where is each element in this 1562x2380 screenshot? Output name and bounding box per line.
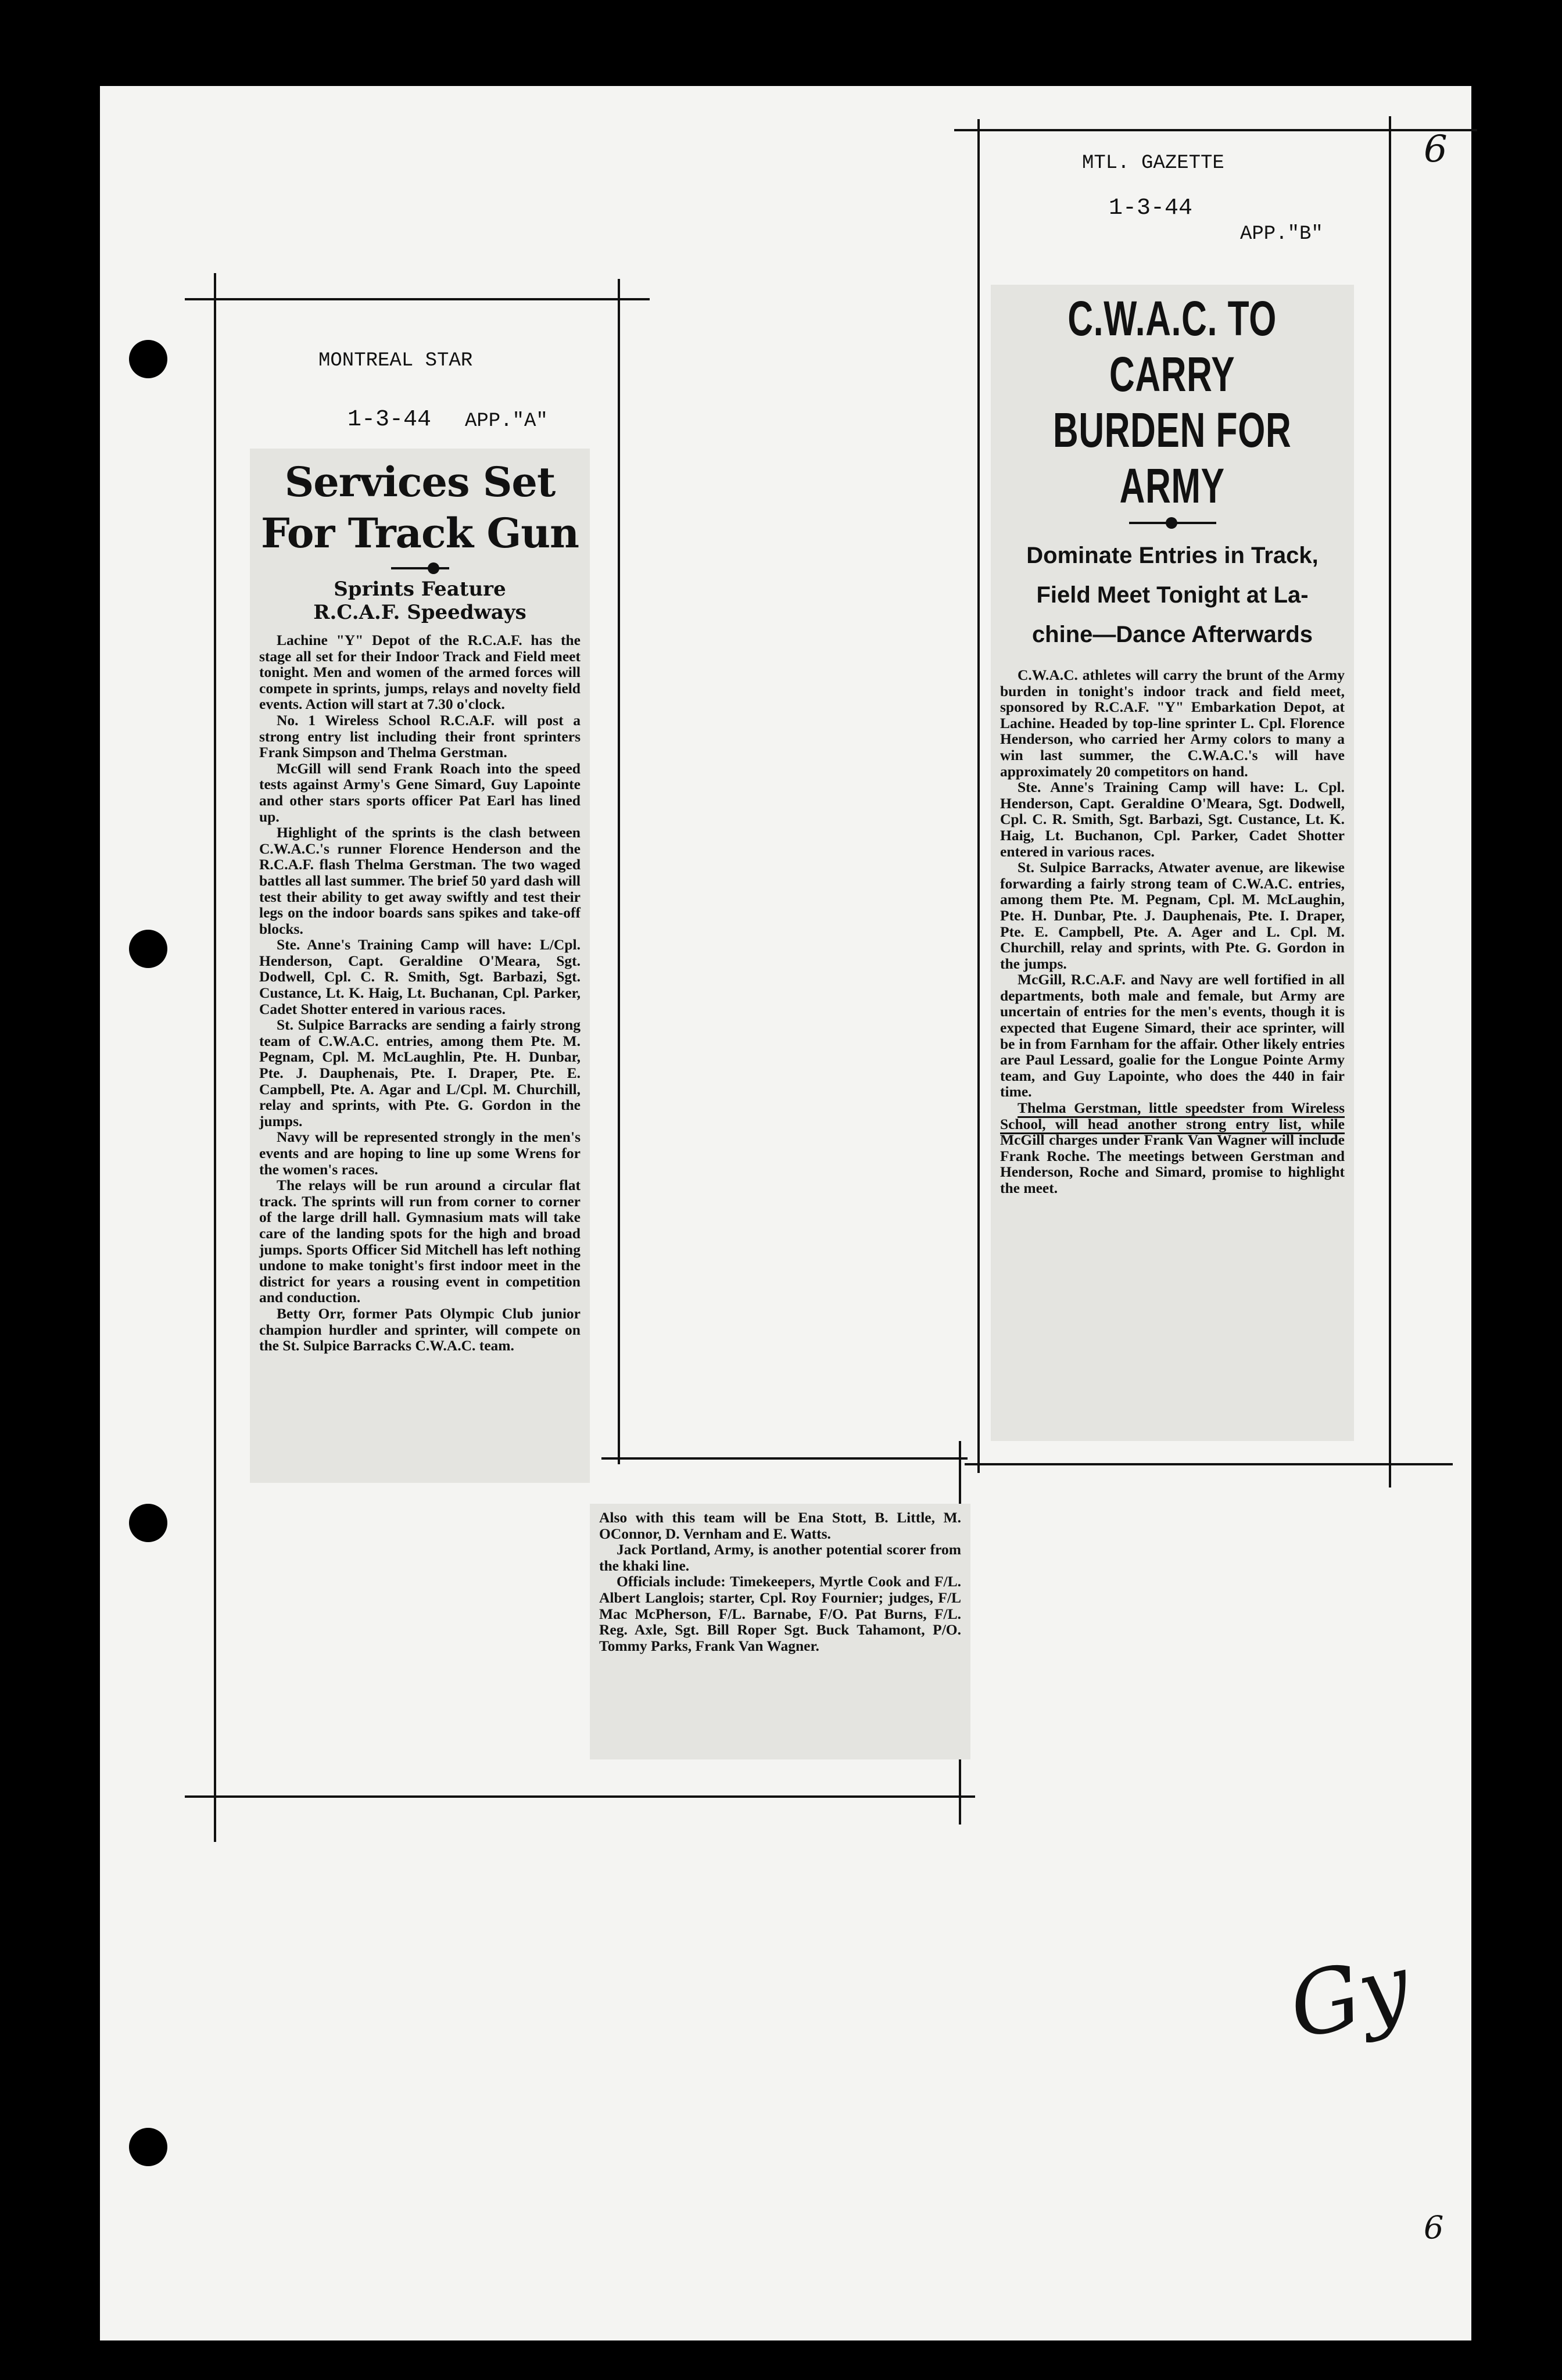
clipping-b-subhead-line2: Field Meet Tonight at La-	[1036, 582, 1309, 608]
frame-rule-right-bottom	[965, 1463, 1453, 1465]
clipping-b-underlined-text: Thelma Gerstman, little speedster from Wireless School, will head another strong entry list, while	[1000, 1099, 1345, 1134]
clipping-b-paragraph: C.W.A.C. athletes will carry the brunt of the Army burden in tonight's indoor track and field meet, sponsored by R.C.A.F. "Y" Embarkation Depot, at Lachine. Headed by top-line sprinter L. Cpl. Florence Henderson, who carried her Army colors to many a win last summer, the C.W.A.C.'s will have approximately 20 competitors on hand.	[1000, 666, 1345, 780]
binder-hole-middle	[129, 930, 167, 968]
clipping-a-continuation-paragraph: Also with this team will be Ena Stott, B. Little, M. OConnor, D. Vernham and E. Watts.	[599, 1509, 961, 1542]
clipping-a-paragraph: Navy will be represented strongly in the men's events and are hoping to line up some Wrens for the women's races.	[259, 1128, 581, 1178]
header-right-date: 1-3-44	[1109, 195, 1193, 221]
frame-rule-mid-vertical	[618, 279, 620, 1464]
clipping-montreal-star-continuation	[590, 1504, 970, 1759]
frame-rule-right-left-vertical	[977, 119, 980, 1473]
clipping-b-final-paragraph	[1000, 1100, 1345, 1196]
clipping-b-divider	[1129, 522, 1216, 524]
clipping-a-subhead-line1: Sprints Feature	[334, 578, 506, 601]
clipping-a-paragraph: The relays will be run around a circular flat track. The sprints will run from corner to corner of the large drill hall. Gymnasium mats will take care of the landing spots for the high and broad jumps. Sports Officer Sid Mitchell has left nothing undone to make tonight's first indoor meet in the district for years a rousing event in competition and conduction.	[259, 1177, 581, 1306]
header-right-paper: MTL. GAZETTE	[1082, 152, 1224, 174]
frame-rule-right-right-vertical	[1389, 116, 1391, 1488]
header-left-appendix: APP."A"	[465, 410, 548, 432]
clipping-a-subhead-line2: R.C.A.F. Speedways	[313, 601, 526, 624]
clipping-a-paragraph: Betty Orr, former Pats Olympic Club junior champion hurdler and sprinter, will compete on the St. Sulpice Barracks C.W.A.C. team.	[259, 1304, 581, 1354]
binder-hole-top	[129, 340, 167, 378]
clipping-a-headline-line1: Services Set	[284, 458, 556, 506]
page-number: 6	[1424, 128, 1448, 171]
header-right-appendix: APP."B"	[1240, 223, 1323, 245]
clipping-a-paragraph: No. 1 Wireless School R.C.A.F. will post a strong entry list including their front sprinters Frank Simpson and Thelma Gerstman.	[259, 711, 581, 761]
clipping-b-final-text: McGill charges under Frank Van Wagner will include Frank Roche. The meetings between Gerstman and Henderson, Roche and Simard, promise to highlight the meet.	[1000, 1131, 1345, 1196]
clipping-a-headline	[259, 457, 581, 559]
binder-hole-lower	[129, 1504, 167, 1542]
clipping-a-headline-line2: For Track Gun	[260, 509, 579, 557]
clipping-a-paragraph: St. Sulpice Barracks are sending a fairly strong team of C.W.A.C. entries, among them Pte. M. Pegnam, Cpl. M. McLaughlin, Pte. H. Dunbar, Pte. J. Dauphenais, Pte. I. Draper, Pte. E. Campbell, Pte. A. Agar and L/Cpl. M. Churchill, relay and sprints, with Pte. G. Gordon in the jumps.	[259, 1016, 581, 1130]
clipping-a-paragraph: Ste. Anne's Training Camp will have: L/Cpl. Henderson, Capt. Geraldine O'Meara, Sgt. Dodwell, Cpl. C. R. Smith, Sgt. Barbazi, Sgt. Custance, Lt. K. Haig, Lt. Buchanan, Cpl. Parker, Cadet Shotter entered in various races.	[259, 936, 581, 1017]
clipping-a-body	[259, 632, 581, 1354]
header-left-date: 1-3-44	[347, 407, 432, 433]
binder-hole-bottom	[129, 2128, 167, 2166]
clipping-b-body	[1000, 667, 1345, 1196]
clipping-a-divider	[391, 567, 449, 569]
handwritten-initials: Gy	[1281, 1935, 1418, 2059]
clipping-b-subhead-line3: chine—Dance Afterwards	[1031, 622, 1313, 647]
frame-rule-bottom	[185, 1795, 975, 1798]
clipping-b-headline-line1: C.W.A.C. TO CARRY	[1067, 291, 1277, 402]
clipping-b-paragraph: Ste. Anne's Training Camp will have: L. Cpl. Henderson, Capt. Geraldine O'Meara, Sgt. Dodwell, Cpl. C. R. Smith, Sgt. Barbazi, Sgt. Custance, Lt. K. Haig, Lt. Buchanon, Cpl. Parker, Cadet Shotter entered in various races.	[1000, 779, 1345, 860]
clipping-b-paragraph: McGill, R.C.A.F. and Navy are well fortified in all departments, both male and female, but Army are uncertain of entries for the men's events, though it is expected that Eugene Simard, their ace sprinter, will be in from Farnham for the affair. Other likely entries are Paul Lessard, goalie for the Longue Pointe Army team, and Guy Lapointe, who does the 440 in fair time.	[1000, 971, 1345, 1101]
clipping-a-paragraph: Lachine "Y" Depot of the R.C.A.F. has the stage all set for their Indoor Track and Field meet tonight. Men and women of the armed forces will compete in sprints, jumps, relays and novelty field events. Action will start at 7.30 o'clock.	[259, 632, 581, 713]
header-left-paper: MONTREAL STAR	[318, 350, 473, 372]
frame-rule-right-top	[954, 129, 1477, 131]
clipping-montreal-star	[250, 449, 590, 1483]
clipping-b-subhead-line1: Dominate Entries in Track,	[1026, 543, 1319, 568]
clipping-a-continuation-paragraph: Jack Portland, Army, is another potential scorer from the khaki line.	[599, 1541, 961, 1574]
clipping-montreal-gazette	[991, 285, 1354, 1441]
frame-rule-mid-horizontal	[601, 1457, 968, 1460]
clipping-a-continuation-body	[599, 1510, 961, 1654]
frame-rule-left-top	[185, 298, 650, 300]
clipping-a-paragraph: Highlight of the sprints is the clash between C.W.A.C.'s runner Florence Henderson and the R.C.A.F. flash Thelma Gerstman. The two waged battles all last summer. The brief 50 yard dash will test their ability to get away swiftly and test their legs on the indoor boards sans spikes and take-off blocks.	[259, 824, 581, 937]
clipping-b-paragraph: St. Sulpice Barracks, Atwater avenue, are likewise forwarding a fairly strong team of C.W.A.C. entries, among them Pte. M. Pegnam, Cpl. M. McLaughin, Pte. H. Dunbar, Pte. J. Dauphenais, Pte. I. Draper, Pte. E. Campbell, Pte. A. Ager and L. Cpl. M. Churchill, relay and sprints, with Pte. G. Gordon in the jumps.	[1000, 859, 1345, 972]
clipping-a-paragraph: McGill will send Frank Roach into the speed tests against Army's Gene Simard, Guy Lapointe and other stars sports officer Pat Earl has lined up.	[259, 759, 581, 825]
clipping-a-continuation-paragraph: Officials include: Timekeepers, Myrtle Cook and F/L. Albert Langlois; starter, Cpl. Roy Fournier; judges, F/L Mac McPherson, F/L. Barnabe, F/O. Pat Burns, F/L. Reg. Axle, Sgt. Bill Roper Sgt. Buck Tahamont, P/O. Tommy Parks, Frank Van Wagner.	[599, 1573, 961, 1654]
bottom-number: 9	[1424, 2208, 1444, 2245]
clipping-b-headline	[1001, 291, 1344, 514]
frame-rule-left-vertical	[214, 273, 216, 1842]
clipping-b-headline-line2: BURDEN FOR ARMY	[1053, 403, 1292, 513]
